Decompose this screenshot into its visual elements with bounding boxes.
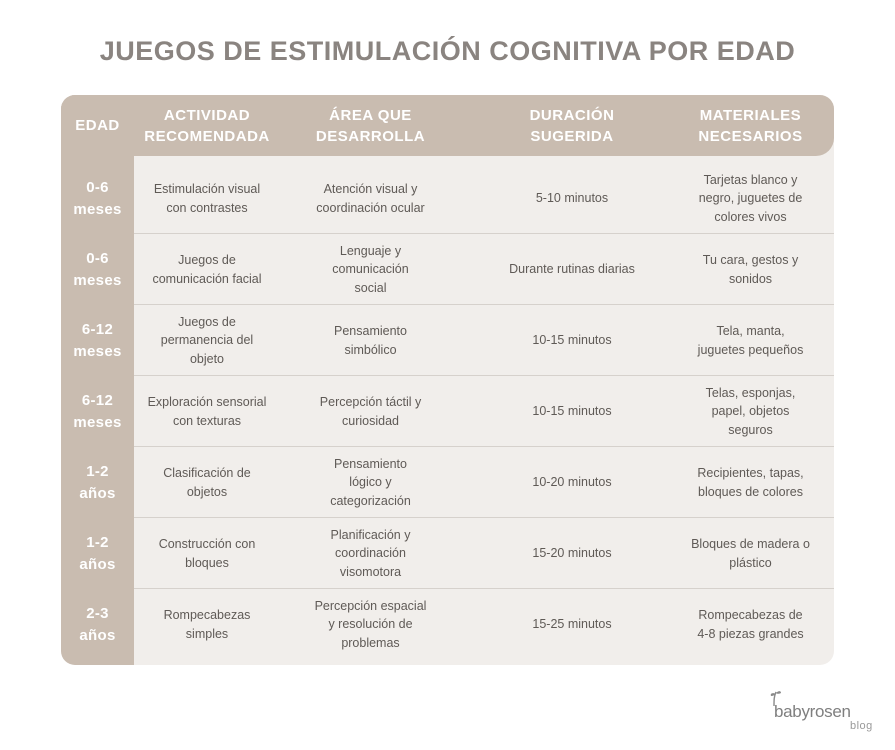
- age-cell: 0-6 meses: [73, 249, 122, 289]
- duration-cell: 10-15 minutos: [532, 333, 612, 348]
- area-cell: Percepción espacial y resolución de problemas: [314, 598, 427, 650]
- activity-cell: Construcción con bloques: [158, 537, 256, 570]
- logo-sub: blog: [850, 720, 873, 732]
- age-cell: 6-12 meses: [73, 391, 122, 431]
- table-row: [61, 163, 834, 234]
- area-cell: Atención visual y coordinación ocular: [316, 182, 425, 215]
- age-cell: 1-2 años: [79, 462, 116, 502]
- duration-cell: 15-20 minutos: [532, 546, 612, 561]
- area-cell: Lenguaje y comunicación social: [332, 243, 409, 295]
- duration-cell: Durante rutinas diarias: [509, 262, 635, 277]
- header-area: ÁREA QUE DESARROLLA: [315, 106, 426, 145]
- table-row: [61, 234, 834, 305]
- table-row: [61, 305, 834, 376]
- duration-cell: 10-15 minutos: [532, 404, 612, 419]
- header-materials: MATERIALES NECESARIOS: [698, 106, 803, 145]
- duration-cell: 10-20 minutos: [532, 475, 612, 490]
- area-cell: Pensamiento simbólico: [334, 324, 407, 357]
- activities-table: [61, 95, 834, 665]
- materials-cell: Recipientes, tapas, bloques de colores: [697, 466, 804, 499]
- header-activity: ACTIVIDAD RECOMENDADA: [144, 106, 270, 145]
- logo-name: babyrosen: [774, 702, 851, 721]
- header-duration: DURACIÓN SUGERIDA: [529, 106, 615, 145]
- materials-cell: Telas, esponjas, papel, objetos seguros: [705, 385, 796, 437]
- age-cell: 6-12 meses: [73, 320, 122, 360]
- table-row: [61, 589, 834, 660]
- babyrosen-logo: [766, 688, 882, 744]
- area-cell: Pensamiento lógico y categorización: [330, 456, 411, 508]
- materials-cell: Rompecabezas de 4-8 piezas grandes: [697, 608, 804, 641]
- table-row: [61, 447, 834, 518]
- header-age: EDAD: [75, 117, 120, 134]
- age-cell: 2-3 años: [79, 604, 116, 644]
- area-cell: Planificación y coordinación visomotora: [330, 527, 411, 579]
- age-cell: 1-2 años: [79, 533, 116, 573]
- area-cell: Percepción táctil y curiosidad: [319, 395, 422, 428]
- materials-cell: Tarjetas blanco y negro, juguetes de colores vivos: [698, 172, 803, 224]
- duration-cell: 15-25 minutos: [532, 617, 612, 632]
- materials-cell: Bloques de madera o plástico: [691, 537, 810, 570]
- activity-cell: Clasificación de objetos: [163, 466, 251, 499]
- table-header: [61, 95, 834, 156]
- age-cell: 0-6 meses: [73, 178, 122, 218]
- table-row: [61, 376, 834, 447]
- page-title: JUEGOS DE ESTIMULACIÓN COGNITIVA POR EDAD: [99, 36, 796, 66]
- activity-cell: Estimulación visual con contrastes: [153, 182, 261, 215]
- activity-cell: Rompecabezas simples: [163, 608, 251, 641]
- materials-cell: Tela, manta, juguetes pequeños: [697, 324, 804, 357]
- activity-cell: Juegos de comunicación facial: [152, 253, 262, 286]
- duration-cell: 5-10 minutos: [535, 191, 609, 206]
- table-row: [61, 518, 834, 589]
- activity-cell: Exploración sensorial con texturas: [147, 395, 267, 428]
- activity-cell: Juegos de permanencia del objeto: [160, 314, 254, 366]
- materials-cell: Tu cara, gestos y sonidos: [702, 253, 799, 286]
